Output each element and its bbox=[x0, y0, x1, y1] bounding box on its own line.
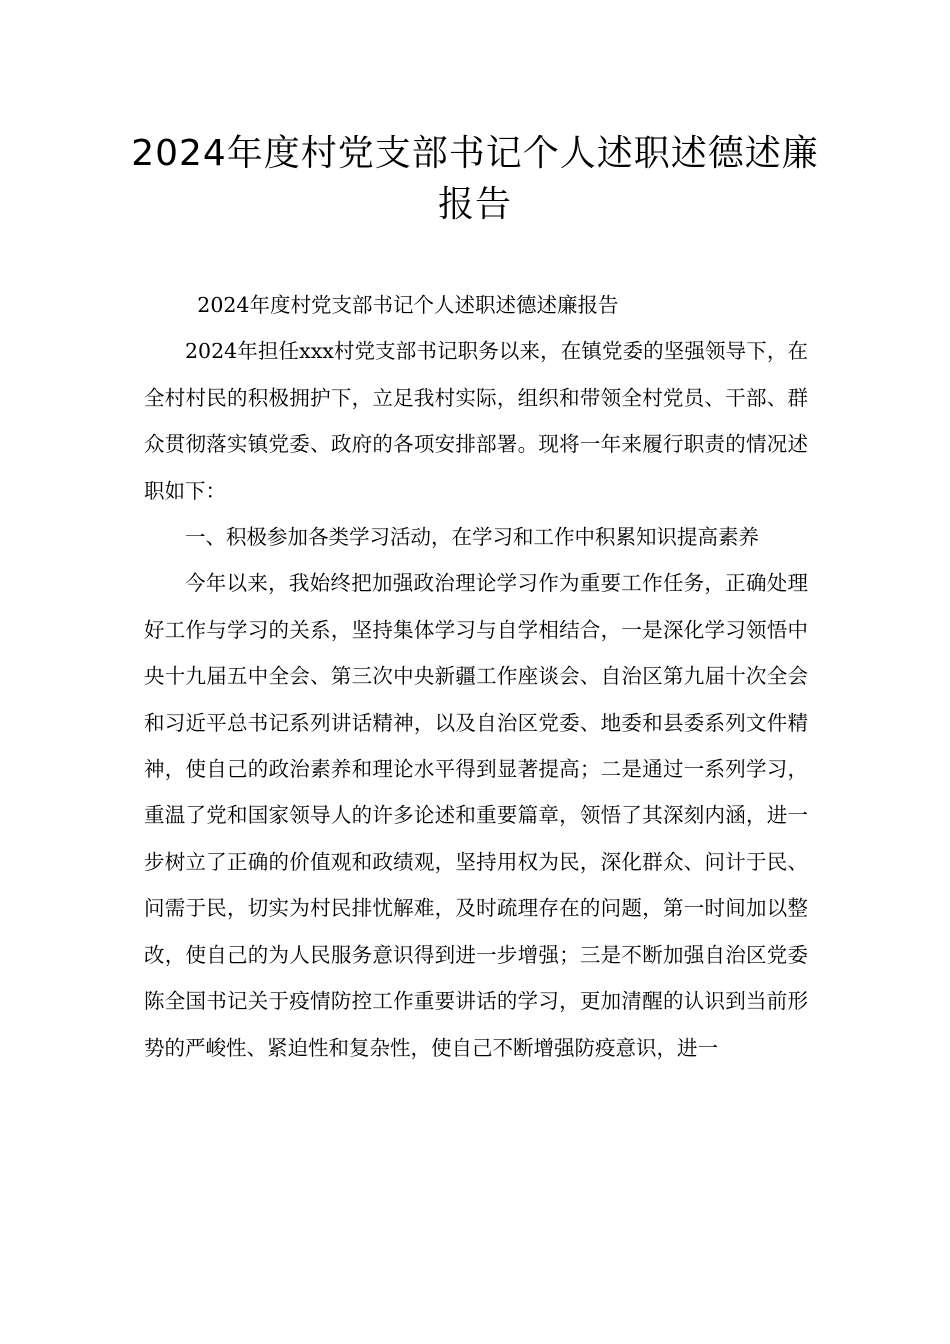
intro-paragraph: 2024年担任xxx村党支部书记职务以来，在镇党委的坚强领导下，在全村村民的积极拥护下，立足我村实际，组织和带领全村党员、干部、群众贯彻落实镇党委、政府的各项安排部署。现将一年来履行职责的情况述职如下： bbox=[144, 339, 808, 503]
section-heading: 一、积极参加各类学习活动，在学习和工作中积累知识提高素养 bbox=[185, 525, 759, 550]
body-subtitle: 2024年度村党支部书记个人述职述德述廉报告 bbox=[197, 293, 619, 317]
document-title: 2024年度村党支部书记个人述职述德述廉报告 bbox=[131, 133, 819, 225]
document-body bbox=[144, 282, 808, 1071]
body-paragraph: 今年以来，我始终把加强政治理论学习作为重要工作任务，正确处理好工作与学习的关系，坚持集体学习与自学相结合，一是深化学习领悟中央十九届五中全会、第三次中央新疆工作座谈会、自治区第九届十次全会和习近平总书记系列讲话精神，以及自治区党委、地委和县委系列文件精神，使自己的政治素养和理论水平得到显著提高；二是通过一系列学习，重温了党和国家领导人的许多论述和重要篇章，领悟了其深刻内涵，进一步树立了正确的价值观和政绩观，坚持用权为民，深化群众、问计于民、问需于民，切实为村民排忧解难，及时疏理存在的问题，第一时间加以整改，使自己的为人民服务意识得到进一步增强；三是不断加强自治区党委陈全国书记关于疫情防控工作重要讲话的学习，更加清醒的认识到当前形势的严峻性、紧迫性和复杂性，使自己不断增强防疫意识，进一 bbox=[144, 571, 808, 1060]
